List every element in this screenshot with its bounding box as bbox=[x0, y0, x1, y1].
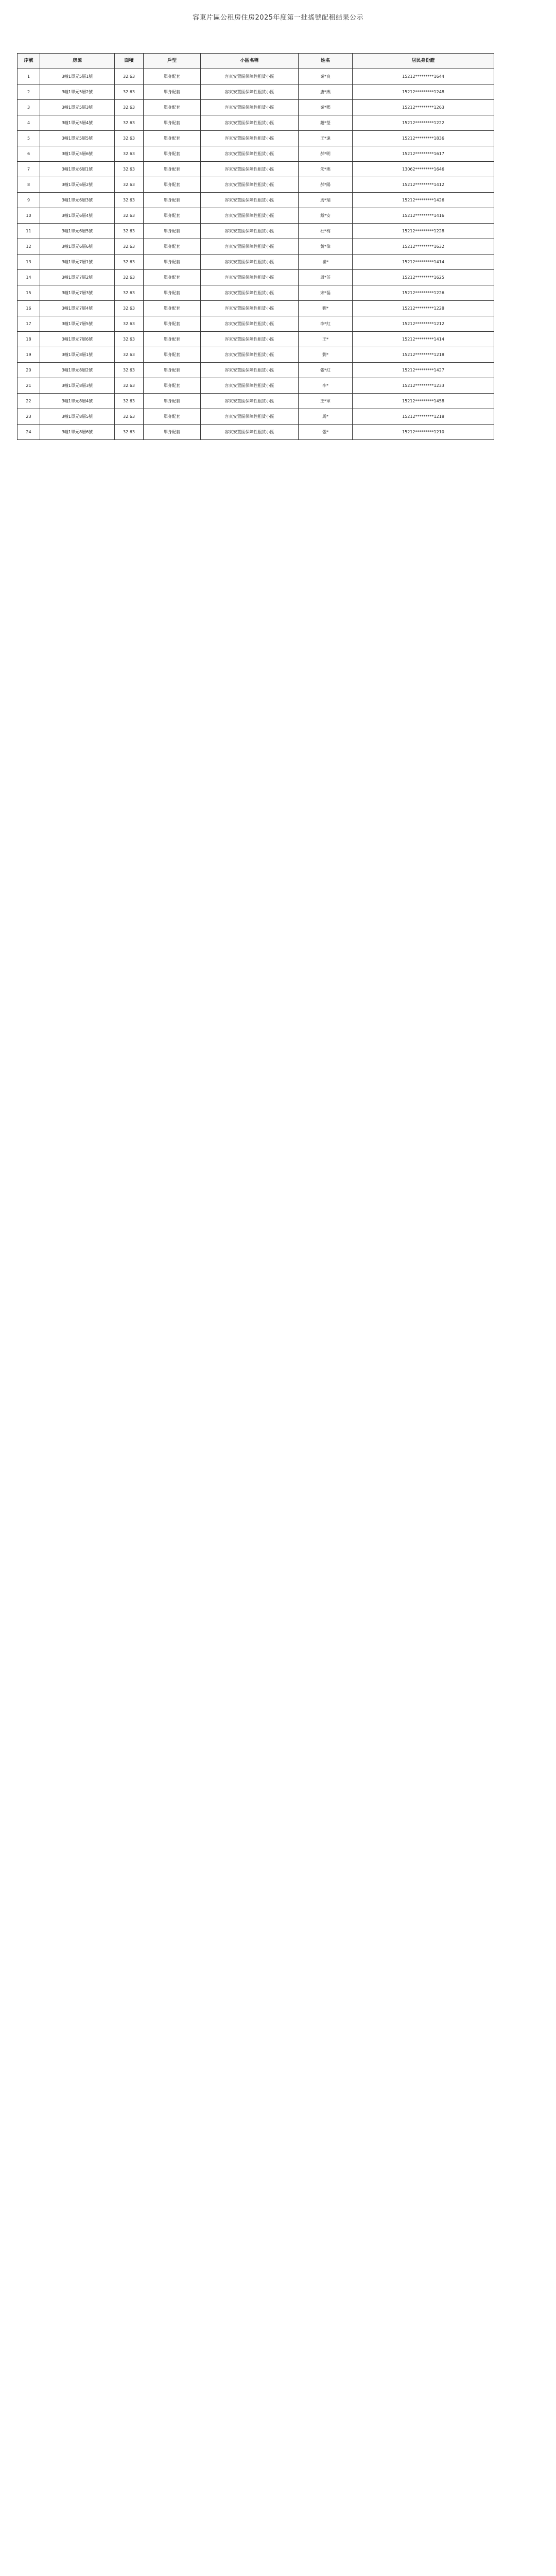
cell-id-number: 15212*********1226 bbox=[353, 285, 494, 301]
cell-complex: 容東安置區保障性租賃小區 bbox=[201, 208, 299, 224]
cell-index: 1 bbox=[18, 69, 40, 84]
cell-complex: 容東安置區保障性租賃小區 bbox=[201, 162, 299, 177]
cell-index: 4 bbox=[18, 115, 40, 131]
cell-complex: 容東安置區保障性租賃小區 bbox=[201, 285, 299, 301]
cell-area: 32.63 bbox=[115, 285, 144, 301]
header-index: 序號 bbox=[18, 54, 40, 69]
cell-unit: 3幢1單元7層5號 bbox=[40, 316, 115, 332]
table-row bbox=[18, 239, 494, 255]
cell-name: 周*英 bbox=[299, 270, 353, 285]
cell-unit: 3幢1單元6層5號 bbox=[40, 224, 115, 239]
cell-area: 32.63 bbox=[115, 131, 144, 146]
cell-id-number: 15212*********1228 bbox=[353, 301, 494, 316]
cell-unit: 3幢1單元5層2號 bbox=[40, 84, 115, 100]
cell-area: 32.63 bbox=[115, 115, 144, 131]
cell-unit: 3幢1單元6層6號 bbox=[40, 239, 115, 255]
cell-unit: 3幢1單元5層3號 bbox=[40, 100, 115, 115]
cell-complex: 容東安置區保障性租賃小區 bbox=[201, 270, 299, 285]
table-row bbox=[18, 285, 494, 301]
cell-layout: 單身配套 bbox=[144, 255, 201, 270]
table-row bbox=[18, 224, 494, 239]
cell-layout: 單身配套 bbox=[144, 347, 201, 363]
cell-unit: 3幢1單元6層1號 bbox=[40, 162, 115, 177]
table-row bbox=[18, 255, 494, 270]
cell-layout: 單身配套 bbox=[144, 84, 201, 100]
cell-index: 8 bbox=[18, 177, 40, 193]
cell-complex: 容東安置區保障性租賃小區 bbox=[201, 100, 299, 115]
cell-index: 19 bbox=[18, 347, 40, 363]
cell-name: 宋*磊 bbox=[299, 285, 353, 301]
cell-complex: 容東安置區保障性租賃小區 bbox=[201, 146, 299, 162]
cell-complex: 容東安置區保障性租賃小區 bbox=[201, 332, 299, 347]
cell-id-number: 15212*********1836 bbox=[353, 131, 494, 146]
cell-name: 張*紅 bbox=[299, 363, 353, 378]
cell-complex: 容東安置區保障性租賃小區 bbox=[201, 301, 299, 316]
cell-name: 秦*良 bbox=[299, 69, 353, 84]
cell-index: 21 bbox=[18, 378, 40, 394]
cell-layout: 單身配套 bbox=[144, 193, 201, 208]
table-row bbox=[18, 131, 494, 146]
cell-name: 劉* bbox=[299, 301, 353, 316]
cell-area: 32.63 bbox=[115, 409, 144, 425]
cell-area: 32.63 bbox=[115, 363, 144, 378]
cell-layout: 單身配套 bbox=[144, 316, 201, 332]
cell-complex: 容東安置區保障性租賃小區 bbox=[201, 193, 299, 208]
cell-layout: 單身配套 bbox=[144, 69, 201, 84]
cell-index: 9 bbox=[18, 193, 40, 208]
cell-unit: 3幢1單元7層6號 bbox=[40, 332, 115, 347]
cell-complex: 容東安置區保障性租賃小區 bbox=[201, 131, 299, 146]
cell-id-number: 15212*********1218 bbox=[353, 409, 494, 425]
cell-layout: 單身配套 bbox=[144, 100, 201, 115]
cell-index: 15 bbox=[18, 285, 40, 301]
cell-area: 32.63 bbox=[115, 224, 144, 239]
table-header-row bbox=[18, 54, 494, 69]
cell-area: 32.63 bbox=[115, 146, 144, 162]
table-row bbox=[18, 332, 494, 347]
table-body bbox=[18, 69, 494, 440]
cell-complex: 容東安置區保障性租賃小區 bbox=[201, 224, 299, 239]
cell-index: 17 bbox=[18, 316, 40, 332]
cell-index: 14 bbox=[18, 270, 40, 285]
cell-name: 馬*瑞 bbox=[299, 193, 353, 208]
cell-unit: 3幢1單元8層2號 bbox=[40, 363, 115, 378]
cell-area: 32.63 bbox=[115, 162, 144, 177]
table-row bbox=[18, 100, 494, 115]
cell-layout: 單身配套 bbox=[144, 115, 201, 131]
cell-layout: 單身配套 bbox=[144, 146, 201, 162]
table-row bbox=[18, 301, 494, 316]
cell-area: 32.63 bbox=[115, 301, 144, 316]
cell-area: 32.63 bbox=[115, 100, 144, 115]
cell-index: 5 bbox=[18, 131, 40, 146]
cell-id-number: 15212*********1212 bbox=[353, 316, 494, 332]
cell-unit: 3幢1單元8層1號 bbox=[40, 347, 115, 363]
header-complex: 小區名稱 bbox=[201, 54, 299, 69]
cell-unit: 3幢1單元5層1號 bbox=[40, 69, 115, 84]
table-row bbox=[18, 347, 494, 363]
cell-layout: 單身配套 bbox=[144, 409, 201, 425]
cell-id-number: 15212*********1416 bbox=[353, 208, 494, 224]
cell-area: 32.63 bbox=[115, 239, 144, 255]
table-row bbox=[18, 69, 494, 84]
cell-area: 32.63 bbox=[115, 193, 144, 208]
cell-name: 趙*瑩 bbox=[299, 115, 353, 131]
cell-unit: 3幢1單元5層4號 bbox=[40, 115, 115, 131]
cell-area: 32.63 bbox=[115, 208, 144, 224]
table-row bbox=[18, 115, 494, 131]
cell-complex: 容東安置區保障性租賃小區 bbox=[201, 409, 299, 425]
cell-complex: 容東安置區保障性租賃小區 bbox=[201, 239, 299, 255]
cell-layout: 單身配套 bbox=[144, 131, 201, 146]
table-row bbox=[18, 378, 494, 394]
cell-complex: 容東安置區保障性租賃小區 bbox=[201, 378, 299, 394]
cell-id-number: 15212*********1412 bbox=[353, 177, 494, 193]
cell-id-number: 15212*********1644 bbox=[353, 69, 494, 84]
table-row bbox=[18, 146, 494, 162]
cell-unit: 3幢1單元8層5號 bbox=[40, 409, 115, 425]
cell-id-number: 15212*********1458 bbox=[353, 394, 494, 409]
table-row bbox=[18, 270, 494, 285]
cell-index: 24 bbox=[18, 425, 40, 440]
cell-id-number: 15212*********1617 bbox=[353, 146, 494, 162]
cell-id-number: 15212*********1414 bbox=[353, 332, 494, 347]
cell-name: 杜*梅 bbox=[299, 224, 353, 239]
cell-area: 32.63 bbox=[115, 84, 144, 100]
header-layout: 戶型 bbox=[144, 54, 201, 69]
table-row bbox=[18, 363, 494, 378]
cell-layout: 單身配套 bbox=[144, 177, 201, 193]
page-title: 容東片區公租房住房2025年度第一批搖號配租結果公示 bbox=[192, 14, 364, 22]
cell-layout: 單身配套 bbox=[144, 239, 201, 255]
cell-name: 張* bbox=[299, 425, 353, 440]
cell-name: 郝*陽 bbox=[299, 177, 353, 193]
cell-unit: 3幢1單元6層4號 bbox=[40, 208, 115, 224]
cell-complex: 容東安置區保障性租賃小區 bbox=[201, 115, 299, 131]
header-unit: 房源 bbox=[40, 54, 115, 69]
cell-unit: 3幢1單元7層2號 bbox=[40, 270, 115, 285]
cell-complex: 容東安置區保障性租賃小區 bbox=[201, 255, 299, 270]
cell-unit: 3幢1單元8層4號 bbox=[40, 394, 115, 409]
cell-index: 2 bbox=[18, 84, 40, 100]
cell-layout: 單身配套 bbox=[144, 425, 201, 440]
table-row bbox=[18, 193, 494, 208]
cell-unit: 3幢1單元5層5號 bbox=[40, 131, 115, 146]
cell-layout: 單身配套 bbox=[144, 270, 201, 285]
cell-name: 崔* bbox=[299, 255, 353, 270]
header-name: 姓名 bbox=[299, 54, 353, 69]
cell-complex: 容東安置區保障性租賃小區 bbox=[201, 425, 299, 440]
cell-name: 馬* bbox=[299, 409, 353, 425]
cell-index: 23 bbox=[18, 409, 40, 425]
cell-area: 32.63 bbox=[115, 69, 144, 84]
cell-id-number: 15212*********1248 bbox=[353, 84, 494, 100]
cell-complex: 容東安置區保障性租賃小區 bbox=[201, 177, 299, 193]
cell-layout: 單身配套 bbox=[144, 208, 201, 224]
cell-layout: 單身配套 bbox=[144, 301, 201, 316]
cell-area: 32.63 bbox=[115, 425, 144, 440]
cell-name: 秦*熙 bbox=[299, 100, 353, 115]
cell-complex: 容東安置區保障性租賃小區 bbox=[201, 69, 299, 84]
cell-name: 劉* bbox=[299, 347, 353, 363]
cell-id-number: 15212*********1414 bbox=[353, 255, 494, 270]
table-row bbox=[18, 162, 494, 177]
cell-index: 20 bbox=[18, 363, 40, 378]
cell-name: 朱*燕 bbox=[299, 162, 353, 177]
table-row bbox=[18, 316, 494, 332]
cell-index: 7 bbox=[18, 162, 40, 177]
cell-id-number: 15212*********1426 bbox=[353, 193, 494, 208]
cell-name: 李* bbox=[299, 378, 353, 394]
cell-complex: 容東安置區保障性租賃小區 bbox=[201, 394, 299, 409]
cell-layout: 單身配套 bbox=[144, 224, 201, 239]
cell-index: 22 bbox=[18, 394, 40, 409]
cell-id-number: 15212*********1625 bbox=[353, 270, 494, 285]
cell-unit: 3幢1單元6層2號 bbox=[40, 177, 115, 193]
cell-index: 16 bbox=[18, 301, 40, 316]
table-row bbox=[18, 84, 494, 100]
cell-id-number: 15212*********1263 bbox=[353, 100, 494, 115]
cell-area: 32.63 bbox=[115, 378, 144, 394]
cell-id-number: 15212*********1427 bbox=[353, 363, 494, 378]
cell-complex: 容東安置區保障性租賃小區 bbox=[201, 316, 299, 332]
cell-layout: 單身配套 bbox=[144, 162, 201, 177]
cell-unit: 3幢1單元7層3號 bbox=[40, 285, 115, 301]
cell-id-number: 15212*********1233 bbox=[353, 378, 494, 394]
cell-area: 32.63 bbox=[115, 270, 144, 285]
cell-complex: 容東安置區保障性租賃小區 bbox=[201, 84, 299, 100]
cell-index: 3 bbox=[18, 100, 40, 115]
cell-complex: 容東安置區保障性租賃小區 bbox=[201, 363, 299, 378]
cell-index: 18 bbox=[18, 332, 40, 347]
cell-index: 12 bbox=[18, 239, 40, 255]
table-row bbox=[18, 177, 494, 193]
cell-unit: 3幢1單元8層3號 bbox=[40, 378, 115, 394]
cell-layout: 單身配套 bbox=[144, 363, 201, 378]
cell-id-number: 15212*********1222 bbox=[353, 115, 494, 131]
table-row bbox=[18, 409, 494, 425]
cell-area: 32.63 bbox=[115, 316, 144, 332]
cell-layout: 單身配套 bbox=[144, 285, 201, 301]
cell-unit: 3幢1單元6層3號 bbox=[40, 193, 115, 208]
cell-name: 黃*偉 bbox=[299, 239, 353, 255]
cell-name: 李*紅 bbox=[299, 316, 353, 332]
header-area: 面積 bbox=[115, 54, 144, 69]
cell-area: 32.63 bbox=[115, 332, 144, 347]
cell-index: 13 bbox=[18, 255, 40, 270]
cell-id-number: 15212*********1228 bbox=[353, 224, 494, 239]
header-id-number: 居民身份證 bbox=[353, 54, 494, 69]
table-row bbox=[18, 425, 494, 440]
cell-index: 11 bbox=[18, 224, 40, 239]
cell-id-number: 15212*********1210 bbox=[353, 425, 494, 440]
cell-name: 王*遠 bbox=[299, 131, 353, 146]
allocation-table bbox=[17, 53, 494, 440]
cell-layout: 單身配套 bbox=[144, 378, 201, 394]
cell-complex: 容東安置區保障性租賃小區 bbox=[201, 347, 299, 363]
cell-id-number: 15212*********1218 bbox=[353, 347, 494, 363]
cell-id-number: 13062*********1646 bbox=[353, 162, 494, 177]
cell-name: 唐*燕 bbox=[299, 84, 353, 100]
cell-area: 32.63 bbox=[115, 394, 144, 409]
cell-area: 32.63 bbox=[115, 347, 144, 363]
cell-index: 10 bbox=[18, 208, 40, 224]
cell-area: 32.63 bbox=[115, 177, 144, 193]
cell-id-number: 15212*********1632 bbox=[353, 239, 494, 255]
cell-name: 戴*安 bbox=[299, 208, 353, 224]
cell-layout: 單身配套 bbox=[144, 394, 201, 409]
cell-name: 王*軍 bbox=[299, 394, 353, 409]
cell-unit: 3幢1單元8層6號 bbox=[40, 425, 115, 440]
cell-name: 郝*明 bbox=[299, 146, 353, 162]
cell-unit: 3幢1單元7層4號 bbox=[40, 301, 115, 316]
cell-area: 32.63 bbox=[115, 255, 144, 270]
cell-unit: 3幢1單元5層6號 bbox=[40, 146, 115, 162]
table-row bbox=[18, 208, 494, 224]
table-row bbox=[18, 394, 494, 409]
cell-layout: 單身配套 bbox=[144, 332, 201, 347]
cell-index: 6 bbox=[18, 146, 40, 162]
cell-name: 王* bbox=[299, 332, 353, 347]
cell-unit: 3幢1單元7層1號 bbox=[40, 255, 115, 270]
